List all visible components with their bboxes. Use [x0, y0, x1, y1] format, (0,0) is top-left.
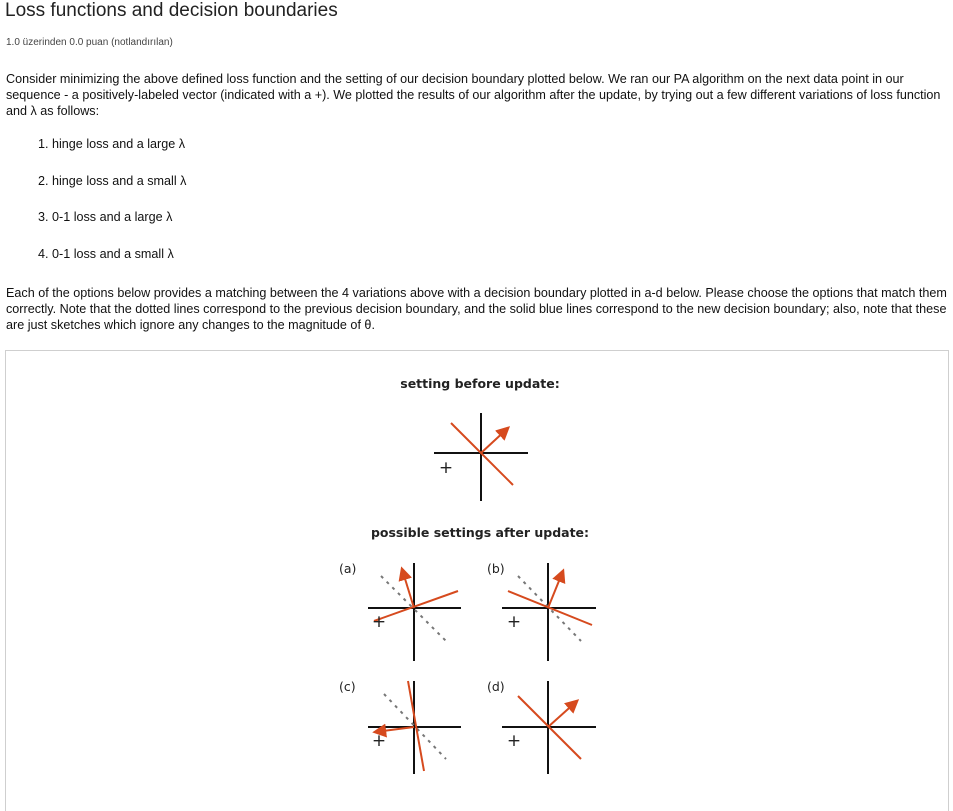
before-plot: [434, 413, 528, 501]
list-item: 3. 0-1 loss and a large λ: [38, 210, 173, 224]
panel-label-a: (a): [339, 561, 357, 576]
list-item: 2. hinge loss and a small λ: [38, 173, 187, 188]
question-intro: Consider minimizing the above defined loss function and the setting of our decision boundary plotted below. We ran our PA algorithm on the next data point in our sequence - a positively-labeled vector (indicated with a +). We plotted the results of our algorithm after the update, by trying out a few different variations of loss function and λ as follows:: [6, 72, 941, 119]
panel-b: [502, 563, 596, 661]
figure-canvas: [6, 351, 948, 811]
after-update-label: possible settings after update:: [370, 525, 590, 540]
panel-label-b: (b): [487, 561, 505, 576]
plus-marker: +: [506, 612, 522, 632]
variation-list: [38, 137, 186, 283]
list-item: 4. 0-1 loss and a small λ: [38, 246, 174, 261]
panel-label-d: (d): [487, 679, 505, 694]
plus-marker: +: [506, 731, 522, 751]
panel-c: [368, 681, 461, 774]
panel-d: [502, 681, 596, 774]
page-title: Loss functions and decision boundaries: [5, 0, 338, 21]
points-label: 1.0 üzerinden 0.0 puan (notlandırılan): [6, 37, 173, 48]
panel-a: [368, 563, 461, 661]
plus-marker: +: [371, 612, 387, 632]
panel-label-c: (c): [339, 679, 356, 694]
question-instructions: Each of the options below provides a matching between the 4 variations above with a decision boundary plotted in a-d below. Please choose the options that match them correctly. Note that the dotted lines correspond to the previous decision boundary, and the solid blue lines correspond to the new decision boundary; also, note that these are just sketches which ignore any changes to the magnitude of θ.: [6, 286, 947, 333]
plus-marker: +: [371, 731, 387, 751]
list-item: 1. hinge loss and a large λ: [38, 137, 186, 151]
decision-boundary-figure: [5, 350, 949, 811]
before-update-label: setting before update:: [400, 376, 560, 391]
plus-marker: +: [438, 458, 454, 478]
